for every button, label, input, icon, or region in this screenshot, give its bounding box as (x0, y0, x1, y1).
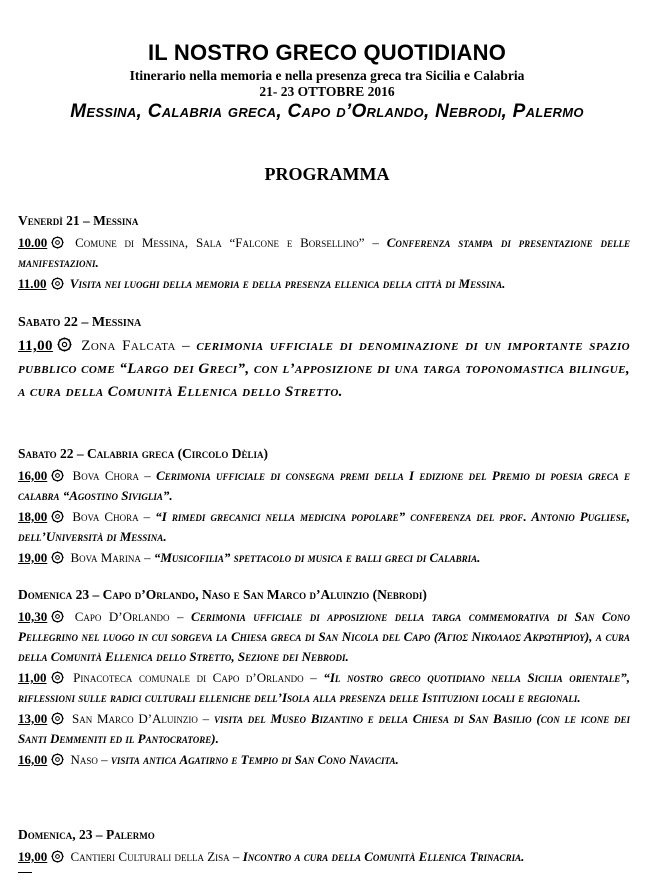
entry-time: 19,00 (18, 550, 48, 565)
entry-description: Cerimonia ufficiale di consegna premi della I edizione del Premio di poesia greca e calabra “Agostino Siviglia”. (18, 468, 630, 503)
entry-time: 13,00 (18, 711, 48, 726)
clock-icon-glyph (51, 753, 64, 766)
programma-heading: PROGRAMMA (264, 164, 390, 184)
entry-description: Incontro a cura della Comunità Ellenica Trinacria. (242, 849, 525, 864)
entry-place: Bova Chora – (72, 509, 151, 524)
clock-icon-glyph (51, 277, 64, 290)
clock-icon (47, 609, 67, 624)
entry-place: Naso – (70, 752, 108, 767)
program-entry (18, 335, 630, 404)
entry-time: 16,00 (18, 752, 48, 767)
day-section-sabato-22-messina (18, 313, 630, 405)
clock-icon (47, 752, 67, 767)
clock-icon-glyph (51, 712, 64, 725)
clock-icon (47, 849, 67, 864)
day-heading: Sabato 22 – Messina (18, 315, 142, 330)
clock-icon-glyph (51, 850, 64, 863)
clock-icon-glyph (51, 671, 64, 684)
clock-icon-glyph (51, 551, 64, 564)
entry-time: 11.00 (18, 276, 47, 291)
program-entry (18, 607, 630, 667)
entry-description: “Musicofilia” spettacolo di musica e balli greci di Calabria. (153, 550, 481, 565)
entry-place: Bova Marina – (70, 550, 151, 565)
page-subtitle: Itinerario nella memoria e nella presenza greca tra Sicilia e Calabria (129, 68, 525, 83)
entry-place: Capo D’Orlando – (74, 609, 184, 624)
day-heading: Sabato 22 – Calabria greca (Circolo Dèlia) (18, 446, 268, 461)
entry-place: Cantieri Culturali della Zisa – (70, 849, 240, 864)
entry-time: 11,00 (18, 338, 53, 354)
entry-place: Comune di Messina, Sala “Falcone e Borsellino” – (75, 235, 379, 250)
program-entry (18, 233, 630, 273)
entry-description: Cerimonia ufficiale di apposizione della targa commemorativa di San Cono Pellegrino nel luogo in cui sorgeva la Chiesa greca di San Nicola del Capo (Άγιος Νικόλαος Ακρωτηρίου), a cura della Comunità Ellenica dello Stretto, Sezione dei Nebrodi. (18, 609, 630, 664)
entry-description: “I rimedi grecanici nella medicina popolare” conferenza del prof. Antonio Pugliese, dell’Università di Messina. (18, 509, 631, 544)
clock-icon (47, 235, 67, 250)
entry-place: Bova Chora – (72, 468, 151, 483)
entry-place: San Marco D’Aluinzio – (72, 711, 210, 726)
day-section-domenica-23-nebrodi (18, 585, 630, 771)
entry-description: visita del Museo Bizantino e della Chiesa di San Basilio (con le icone dei Santi Demmeniti ed il Pantocratore). (18, 711, 631, 746)
entry-time: 16,00 (18, 468, 48, 483)
program-entry (18, 668, 630, 708)
event-places: Messina, Calabria greca, Capo d’Orlando, Nebrodi, Palermo (70, 101, 584, 122)
clock-icon (47, 509, 67, 524)
clock-icon (47, 670, 67, 685)
clock-icon-glyph (51, 510, 64, 523)
entry-description: visita antica Agatirno e Tempio di San Cono Navacita. (110, 752, 399, 767)
page-title: IL NOSTRO GRECO QUOTIDIANO (147, 40, 507, 65)
program-entry (18, 750, 630, 770)
entry-time: 11,00 (18, 670, 47, 685)
program-entry (18, 274, 630, 294)
clock-icon-glyph (51, 236, 64, 249)
program-entry (18, 466, 630, 506)
entry-description: Visita nei luoghi della memoria e della presenza ellenica della città di Messina. (69, 276, 506, 291)
entry-time: 10,30 (18, 609, 48, 624)
program-entry (18, 847, 630, 867)
clock-icon (53, 338, 75, 354)
clock-icon-glyph (51, 469, 64, 482)
clock-icon (47, 550, 67, 565)
day-heading: Domenica, 23 – Palermo (18, 827, 155, 842)
entry-time: 10.00 (18, 235, 48, 250)
day-section-venerdi-21 (18, 211, 630, 295)
day-section-domenica-23-palermo (18, 825, 630, 868)
page-rule (18, 872, 32, 873)
entry-time: 18,00 (18, 509, 48, 524)
clock-icon-glyph (51, 610, 64, 623)
clock-icon-glyph (57, 337, 72, 352)
entry-description: “Il nostro greco quotidiano nella Sicilia orientale”, riflessioni sulle radici culturali elleniche dell’Isola alla presenza delle Istituzioni locali e regionali. (18, 670, 631, 705)
day-heading: Venerdì 21 – Messina (18, 213, 139, 228)
program-entry (18, 507, 630, 547)
clock-icon (47, 711, 67, 726)
program-entry (18, 709, 630, 749)
program-entry (18, 548, 630, 568)
clock-icon (47, 276, 67, 291)
entry-place: Zona Falcata – (81, 338, 190, 354)
entry-description: cerimonia ufficiale di denominazione di un importante spazio pubblico come “Largo dei Greci”, con l’apposizione di una targa toponomastica bilingue, a cura della Comunità Ellenica dello Stretto. (18, 338, 630, 400)
event-dates: 21- 23 OTTOBRE 2016 (259, 84, 395, 99)
entry-description: Conferenza stampa di presentazione delle manifestazioni. (18, 235, 630, 270)
day-section-sabato-22-calabria (18, 444, 630, 569)
entry-place: Pinacoteca comunale di Capo d’Orlando – (73, 670, 317, 685)
day-heading: Domenica 23 – Capo d’Orlando, Naso e San Marco d’Aluinzio (Nebrodi) (18, 587, 427, 602)
clock-icon (47, 468, 67, 483)
entry-time: 19,00 (18, 849, 48, 864)
